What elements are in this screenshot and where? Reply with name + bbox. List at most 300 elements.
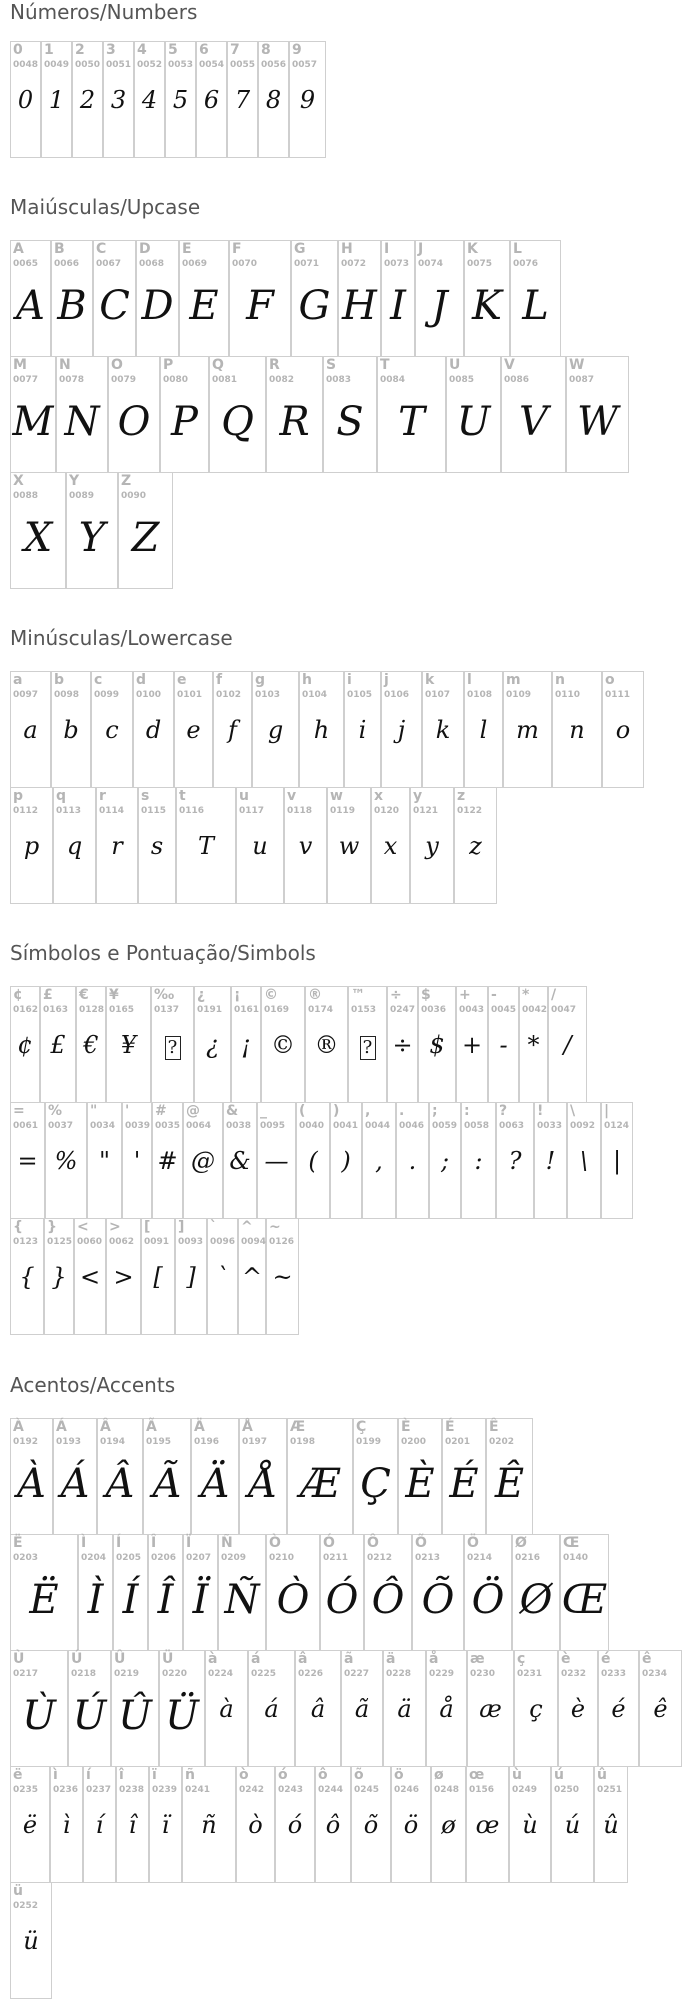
glyph-cell (461, 1102, 496, 1219)
glyph-cell (118, 472, 173, 589)
glyph-code: 0251 (597, 1785, 623, 1795)
glyph-preview: T (398, 399, 425, 445)
glyph-code: 0231 (517, 1669, 543, 1679)
glyph-code: 0082 (269, 375, 295, 385)
glyph-char-label: a (13, 672, 23, 688)
glyph-cell (387, 986, 418, 1103)
glyph-char-label: b (54, 672, 65, 688)
glyph-char-label: ü (13, 1883, 23, 1899)
glyph-cell (231, 986, 261, 1103)
glyph-preview: Z (131, 515, 160, 561)
glyph-cell (72, 41, 103, 158)
glyph-char-label: ¡ (234, 987, 241, 1003)
glyph-preview: Ò (276, 1577, 310, 1623)
glyph-code: 0037 (48, 1121, 74, 1131)
glyph-cell (10, 240, 51, 357)
glyph-preview: Ö (471, 1577, 505, 1623)
glyph-code: 0210 (269, 1553, 295, 1563)
glyph-cell (141, 1218, 175, 1335)
glyph-code: 0238 (119, 1785, 145, 1795)
glyph-char-label: ã (344, 1651, 354, 1667)
glyph-char-label: * (522, 987, 530, 1003)
glyph-char-label: Á (56, 1419, 67, 1435)
glyph-preview: Ë (29, 1577, 59, 1623)
glyph-char-label: ( (299, 1103, 306, 1119)
glyph-cell (594, 1766, 628, 1883)
glyph-cell (223, 1102, 257, 1219)
glyph-char-label: r (99, 788, 106, 804)
glyph-code: 0244 (318, 1785, 344, 1795)
glyph-preview: 1 (48, 86, 65, 114)
glyph-cell (10, 1102, 45, 1219)
glyph-char-label: Ó (323, 1535, 335, 1551)
glyph-cell (136, 240, 179, 357)
glyph-char-label: Ä (194, 1419, 205, 1435)
section-title: Símbolos e Pontuação/Simbols (10, 941, 316, 965)
section-title: Minúsculas/Lowercase (10, 626, 233, 650)
glyph-code: 0046 (399, 1121, 425, 1131)
glyph-code: 0112 (13, 806, 39, 816)
glyph-code: 0202 (489, 1437, 515, 1447)
glyph-cell (486, 1418, 533, 1535)
glyph-code: 0065 (13, 259, 39, 269)
glyph-preview: 7 (234, 86, 251, 114)
glyph-preview: Â (105, 1461, 135, 1507)
glyph-code: 0073 (384, 259, 410, 269)
glyph-cell (296, 1102, 330, 1219)
glyph-char-label: í (86, 1767, 91, 1783)
glyph-preview: í (95, 1811, 104, 1839)
glyph-code: 0247 (390, 1005, 416, 1015)
glyph-code: 0122 (457, 806, 483, 816)
glyph-code: 0195 (146, 1437, 172, 1447)
glyph-code: 0220 (162, 1669, 188, 1679)
glyph-code: 0236 (53, 1785, 79, 1795)
glyph-preview: , (375, 1147, 383, 1175)
glyph-char-label: € (79, 987, 89, 1003)
glyph-code: 0070 (232, 259, 258, 269)
glyph-char-label: j (384, 672, 389, 688)
glyph-preview: ç (529, 1695, 543, 1723)
glyph-preview: + (461, 1031, 483, 1059)
glyph-code: 0087 (569, 375, 595, 385)
glyph-char-label: l (467, 672, 472, 688)
glyph-char-label: B (54, 241, 65, 257)
glyph-cell (351, 1766, 391, 1883)
glyph-cell (429, 1102, 461, 1219)
glyph-preview: Q (221, 399, 254, 445)
glyph-code: 0064 (186, 1121, 212, 1131)
glyph-code: 0103 (255, 690, 281, 700)
glyph-preview: Å (248, 1461, 278, 1507)
glyph-preview: ^ (241, 1263, 263, 1291)
glyph-cell (509, 1766, 551, 1883)
glyph-cell (371, 787, 410, 904)
glyph-code: 0199 (356, 1437, 382, 1447)
glyph-code: 0097 (13, 690, 39, 700)
glyph-code: 0109 (506, 690, 532, 700)
glyph-preview: c (105, 716, 119, 744)
glyph-char-label: ó (278, 1767, 288, 1783)
glyph-preview: ® (314, 1031, 339, 1059)
glyph-char-label: t (179, 788, 186, 804)
glyph-cell (182, 1766, 236, 1883)
glyph-preview: ¿ (206, 1031, 219, 1059)
glyph-code: 0198 (290, 1437, 316, 1447)
glyph-char-label: < (77, 1219, 89, 1235)
glyph-cell (143, 1418, 191, 1535)
glyph-cell (598, 1650, 639, 1767)
glyph-cell (291, 240, 338, 357)
glyph-code: 0078 (59, 375, 85, 385)
glyph-cell (330, 1102, 362, 1219)
glyph-code: 0191 (197, 1005, 223, 1015)
glyph-preview: F (246, 283, 274, 329)
glyph-code: 0059 (432, 1121, 458, 1131)
glyph-code: 0043 (459, 1005, 485, 1015)
glyph-cell (464, 240, 510, 357)
glyph-preview: Ã (152, 1461, 182, 1507)
glyph-cell (68, 1650, 111, 1767)
glyph-cell (40, 986, 76, 1103)
glyph-char-label: @ (186, 1103, 200, 1119)
glyph-char-label: ä (386, 1651, 396, 1667)
glyph-cell (315, 1766, 351, 1883)
glyph-preview: L (522, 283, 549, 329)
glyph-cell (50, 1766, 83, 1883)
glyph-char-label: + (459, 987, 471, 1003)
glyph-preview: - (499, 1031, 508, 1059)
glyph-code: 0225 (251, 1669, 277, 1679)
glyph-preview: ø (441, 1811, 456, 1839)
glyph-code: 0192 (13, 1437, 39, 1447)
glyph-char-label: è (561, 1651, 571, 1667)
glyph-char-label: 7 (230, 42, 240, 58)
glyph-cell (456, 986, 488, 1103)
glyph-cell (76, 986, 106, 1103)
glyph-cell (87, 1102, 122, 1219)
glyph-code: 0076 (513, 259, 539, 269)
glyph-cell (289, 41, 326, 158)
glyph-code: 0162 (13, 1005, 39, 1015)
glyph-cell (83, 1766, 116, 1883)
glyph-code: 0077 (13, 375, 39, 385)
glyph-char-label: Û (114, 1651, 126, 1667)
glyph-code: 0232 (561, 1669, 587, 1679)
glyph-cell (252, 671, 299, 788)
glyph-preview: i (358, 716, 367, 744)
glyph-code: 0213 (415, 1553, 441, 1563)
glyph-char-label: ö (394, 1767, 404, 1783)
glyph-code: 0120 (374, 806, 400, 816)
glyph-preview: ~ (272, 1263, 293, 1291)
glyph-code: 0042 (522, 1005, 548, 1015)
glyph-char-label: W (569, 357, 585, 373)
glyph-code: 0034 (90, 1121, 116, 1131)
glyph-char-label: æ (470, 1651, 485, 1667)
glyph-code: 0072 (341, 259, 367, 269)
glyph-preview: D (141, 283, 174, 329)
glyph-char-label: f (216, 672, 223, 688)
glyph-cell (422, 671, 464, 788)
glyph-char-label: Å (242, 1419, 253, 1435)
glyph-char-label: : (464, 1103, 470, 1119)
glyph-code: 0126 (269, 1237, 295, 1247)
glyph-preview: w (338, 832, 360, 860)
glyph-preview: € (83, 1031, 99, 1059)
glyph-preview: 3 (110, 86, 127, 114)
glyph-char-label: î (119, 1767, 124, 1783)
glyph-cell (205, 1650, 248, 1767)
section-title: Números/Numbers (10, 0, 198, 24)
glyph-preview: R (279, 399, 310, 445)
glyph-cell (227, 41, 258, 158)
glyph-code: 0048 (13, 60, 39, 70)
glyph-code: 0105 (347, 690, 373, 700)
glyph-char-label: Ç (356, 1419, 367, 1435)
glyph-cell (103, 41, 134, 158)
glyph-cell (510, 240, 561, 357)
glyph-cell (327, 787, 371, 904)
glyph-char-label: g (255, 672, 266, 688)
glyph-preview: ( (308, 1147, 318, 1175)
glyph-char-label: ÷ (390, 987, 402, 1003)
glyph-preview: & (229, 1147, 251, 1175)
glyph-code: 0224 (208, 1669, 234, 1679)
glyph-preview: } (51, 1263, 67, 1291)
glyph-code: 0106 (384, 690, 410, 700)
glyph-preview: ï (161, 1811, 170, 1839)
glyph-code: 0140 (563, 1553, 589, 1563)
glyph-char-label: R (269, 357, 280, 373)
glyph-cell (287, 1418, 353, 1535)
glyph-cell (353, 1418, 398, 1535)
glyph-preview: û (603, 1811, 619, 1839)
glyph-code: 0074 (418, 259, 444, 269)
glyph-code: 0040 (299, 1121, 325, 1131)
glyph-preview: q (66, 832, 83, 860)
glyph-code: 0239 (152, 1785, 178, 1795)
glyph-code: 0128 (79, 1005, 105, 1015)
glyph-preview: n (569, 716, 585, 744)
glyph-preview: Ô (371, 1577, 405, 1623)
glyph-char-label: / (551, 987, 557, 1003)
glyph-char-label: K (467, 241, 478, 257)
glyph-preview: Ï (192, 1577, 209, 1623)
glyph-char-label: d (136, 672, 147, 688)
glyph-preview: î (128, 1811, 137, 1839)
glyph-preview: b (63, 716, 79, 744)
glyph-cell (464, 1534, 512, 1651)
glyph-code: 0123 (13, 1237, 39, 1247)
glyph-char-label: Ñ (221, 1535, 233, 1551)
glyph-code: 0124 (604, 1121, 630, 1131)
glyph-char-label: T (380, 357, 390, 373)
glyph-code: 0050 (75, 60, 101, 70)
glyph-cell (229, 240, 291, 357)
glyph-cell (111, 1650, 159, 1767)
glyph-preview: â (310, 1695, 326, 1723)
glyph-preview: é (611, 1695, 626, 1723)
glyph-preview: S (336, 399, 364, 445)
glyph-char-label: œ (469, 1767, 485, 1783)
glyph-char-label: F (232, 241, 242, 257)
glyph-char-label: É (445, 1419, 455, 1435)
glyph-char-label: 5 (168, 42, 178, 58)
glyph-cell (91, 671, 133, 788)
glyph-cell (218, 1534, 266, 1651)
glyph-preview: œ (475, 1811, 500, 1839)
glyph-code: 0056 (261, 60, 287, 70)
glyph-cell (10, 356, 56, 473)
glyph-code: 0169 (264, 1005, 290, 1015)
glyph-cell (151, 986, 194, 1103)
glyph-cell (415, 240, 464, 357)
glyph-char-label: 1 (44, 42, 54, 58)
glyph-code: 0113 (56, 806, 82, 816)
glyph-char-label: á (251, 1651, 261, 1667)
glyph-preview: > (113, 1263, 134, 1291)
glyph-code: 0219 (114, 1669, 140, 1679)
glyph-cell (381, 240, 415, 357)
glyph-char-label: 9 (292, 42, 302, 58)
glyph-char-label: ú (554, 1767, 564, 1783)
glyph-preview: u (252, 832, 268, 860)
glyph-char-label: y (413, 788, 423, 804)
glyph-char-label: È (401, 1419, 411, 1435)
glyph-preview: ú (564, 1811, 581, 1839)
glyph-preview: 0 (17, 86, 34, 114)
glyph-preview (349, 1031, 386, 1060)
glyph-preview: " (98, 1147, 111, 1175)
glyph-cell (10, 1418, 53, 1535)
glyph-char-label: " (90, 1103, 98, 1119)
glyph-cell (207, 1218, 238, 1335)
glyph-cell (10, 1218, 44, 1335)
glyph-preview: Û (118, 1693, 152, 1739)
glyph-cell (10, 1882, 52, 1999)
glyph-char-label: Ô (367, 1535, 379, 1551)
glyph-cell (454, 787, 497, 904)
glyph-code: 0107 (425, 690, 451, 700)
glyph-preview: J (431, 283, 448, 329)
glyph-char-label: D (139, 241, 151, 257)
glyph-cell (418, 986, 456, 1103)
glyph-code: 0091 (144, 1237, 170, 1247)
glyph-char-label: Ì (81, 1535, 87, 1551)
glyph-preview: O (117, 399, 151, 445)
glyph-code: 0111 (605, 690, 631, 700)
glyph-char-label: Õ (415, 1535, 427, 1551)
glyph-char-label: ô (318, 1767, 328, 1783)
glyph-cell (467, 1650, 514, 1767)
missing-glyph-box: ? (360, 1036, 376, 1060)
glyph-preview: ' (133, 1147, 141, 1175)
glyph-cell (248, 1650, 295, 1767)
glyph-code: 0193 (56, 1437, 82, 1447)
glyph-preview: N (64, 399, 100, 445)
glyph-cell (74, 1218, 106, 1335)
glyph-char-label: z (457, 788, 466, 804)
glyph-cell (381, 671, 422, 788)
glyph-code: 0118 (287, 806, 313, 816)
glyph-code: 0092 (570, 1121, 596, 1131)
glyph-cell (320, 1534, 364, 1651)
glyph-char-label: E (182, 241, 192, 257)
glyph-cell (261, 986, 305, 1103)
glyph-cell (53, 1418, 97, 1535)
glyph-code: 0069 (182, 259, 208, 269)
glyph-code: 0036 (421, 1005, 447, 1015)
glyph-code: 0161 (234, 1005, 260, 1015)
glyph-code: 0067 (96, 259, 122, 269)
glyph-code: 0137 (154, 1005, 180, 1015)
glyph-preview: è (570, 1695, 586, 1723)
glyph-preview: © (271, 1031, 295, 1059)
glyph-preview: ó (287, 1811, 303, 1839)
glyph-code: 0214 (467, 1553, 493, 1563)
glyph-preview: Ä (200, 1461, 230, 1507)
glyph-preview: — (264, 1147, 289, 1175)
glyph-code: 0119 (330, 806, 356, 816)
glyph-preview: X (23, 515, 53, 561)
glyph-char-label: O (111, 357, 123, 373)
glyph-preview: á (264, 1695, 279, 1723)
glyph-preview: Æ (299, 1461, 341, 1507)
glyph-code: 0205 (116, 1553, 142, 1563)
glyph-preview: ä (397, 1695, 412, 1723)
glyph-cell (534, 1102, 567, 1219)
glyph-preview: Í (122, 1577, 139, 1623)
glyph-char-label: = (13, 1103, 25, 1119)
glyph-char-label: X (13, 473, 24, 489)
glyph-char-label: P (163, 357, 174, 373)
glyph-cell (10, 472, 66, 589)
glyph-char-label: ~ (269, 1219, 281, 1235)
glyph-cell (566, 356, 629, 473)
glyph-cell (56, 356, 108, 473)
glyph-code: 0200 (401, 1437, 427, 1447)
glyph-code: 0211 (323, 1553, 349, 1563)
glyph-char-label: ë (13, 1767, 23, 1783)
glyph-cell (175, 1218, 207, 1335)
glyph-cell (10, 986, 40, 1103)
glyph-preview: Ù (22, 1693, 56, 1739)
glyph-code: 0044 (365, 1121, 391, 1131)
glyph-cell (548, 986, 587, 1103)
glyph-cell (41, 41, 72, 158)
glyph-preview: U (456, 399, 491, 445)
glyph-char-label: ¿ (197, 987, 206, 1003)
glyph-char-label: Ã (146, 1419, 157, 1435)
glyph-code: 0230 (470, 1669, 496, 1679)
glyph-char-label: û (597, 1767, 607, 1783)
glyph-cell (426, 1650, 467, 1767)
glyph-preview: H (342, 283, 377, 329)
glyph-preview: h (313, 716, 330, 744)
glyph-code: 0245 (354, 1785, 380, 1795)
glyph-cell (44, 1218, 74, 1335)
glyph-preview: õ (363, 1811, 379, 1839)
glyph-char-label: ì (53, 1767, 58, 1783)
glyph-char-label: ï (152, 1767, 157, 1783)
glyph-cell (239, 1418, 287, 1535)
glyph-preview: V (519, 399, 548, 445)
glyph-char-label: U (449, 357, 461, 373)
glyph-cell (160, 356, 209, 473)
glyph-char-label: > (109, 1219, 121, 1235)
glyph-cell (45, 1102, 87, 1219)
